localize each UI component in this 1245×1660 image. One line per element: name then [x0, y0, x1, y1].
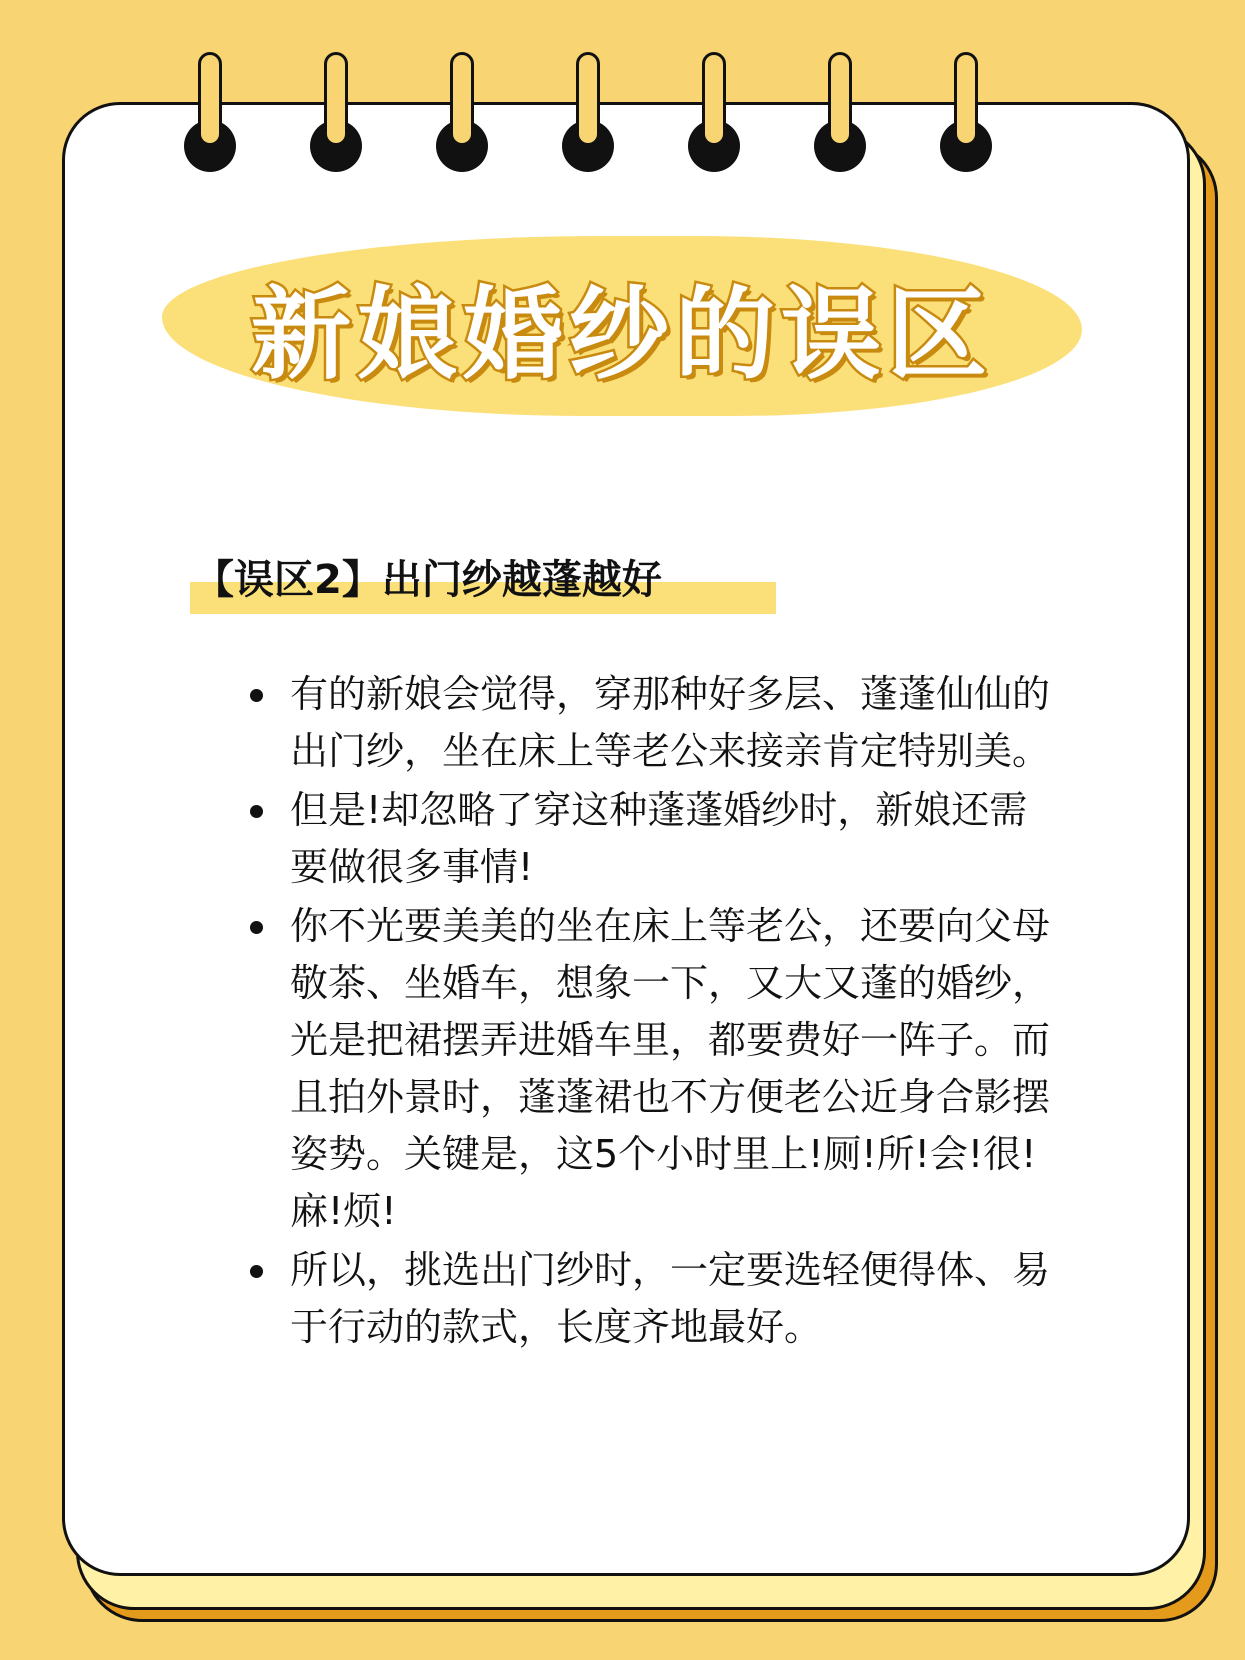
ring-wire-icon — [828, 52, 852, 146]
bullet-dot-icon — [250, 689, 263, 702]
list-item — [250, 666, 1060, 780]
ring-wire-icon — [702, 52, 726, 146]
ring-wire-icon — [198, 52, 222, 146]
ring-wire-icon — [324, 52, 348, 146]
list-item-text: 所以，挑选出门纱时，一定要选轻便得体、易于行动的款式，长度齐地最好。 — [290, 1248, 1051, 1349]
spiral-ring-icon — [688, 52, 740, 172]
bullet-dot-icon — [250, 805, 263, 818]
list-item — [250, 898, 1060, 1240]
ring-wire-icon — [954, 52, 978, 146]
list-item — [250, 1242, 1060, 1356]
list-item-text: 你不光要美美的坐在床上等老公，还要向父母敬茶、坐婚车，想象一下，又大又蓬的婚纱，光是把裙摆弄进婚车里，都要费好一阵子。而且拍外景时，蓬蓬裙也不方便老公近身合影摆姿势。关键是，这5个小时里上!厕!所!会!很!麻!烦! — [290, 904, 1051, 1233]
list-item-text: 有的新娘会觉得，穿那种好多层、蓬蓬仙仙的出门纱，坐在床上等老公来接亲肯定特别美。 — [290, 672, 1051, 773]
section-heading: 【误区2】出门纱越蓬越好 — [194, 557, 662, 603]
list-item-text: 但是!却忽略了穿这种蓬蓬婚纱时，新娘还需要做很多事情! — [290, 788, 1028, 889]
bullet-list — [250, 666, 1060, 1358]
list-item — [250, 782, 1060, 896]
spiral-ring-icon — [562, 52, 614, 172]
spiral-ring-icon — [814, 52, 866, 172]
ring-wire-icon — [576, 52, 600, 146]
spiral-ring-icon — [940, 52, 992, 172]
spiral-ring-icon — [184, 52, 236, 172]
ring-wire-icon — [450, 52, 474, 146]
bullet-dot-icon — [250, 921, 263, 934]
page-title: 新娘婚纱的误区 — [251, 276, 993, 393]
spiral-ring-icon — [310, 52, 362, 172]
spiral-ring-icon — [436, 52, 488, 172]
bullet-dot-icon — [250, 1265, 263, 1278]
